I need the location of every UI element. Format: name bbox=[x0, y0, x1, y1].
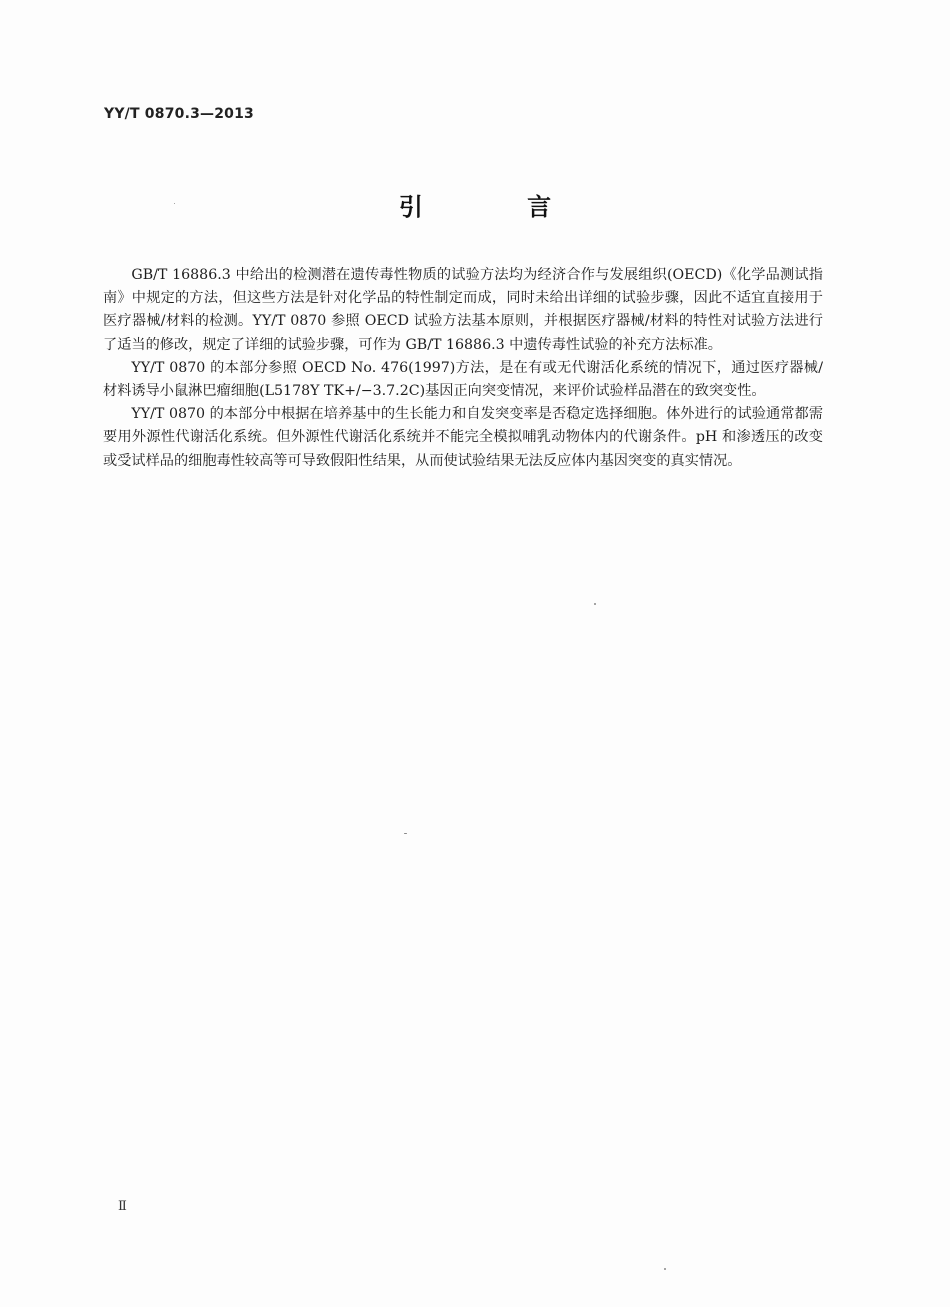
scan-speck bbox=[664, 1268, 666, 1270]
scan-speck bbox=[404, 833, 407, 834]
paragraph: YY/T 0870 的本部分参照 OECD No. 476(1997)方法，是在有或无代谢活化系统的情况下，通过医疗器械/材料诱导小鼠淋巴瘤细胞(L5178Y TK+/−3.7.2C)基因正向突变情况，来评价试验样品潜在的致突变性。 bbox=[103, 359, 823, 400]
section-title: 引 言 bbox=[398, 193, 600, 221]
paragraph: GB/T 16886.3 中给出的检测潜在遗传毒性物质的试验方法均为经济合作与发展组织(OECD)《化学品测试指南》中规定的方法，但这些方法是针对化学品的特性制定而成，同时未给出详细的试验步骤，因此不适宜直接用于医疗器械/材料的检测。YY/T 0870 参照 OECD 试验方法基本原则，并根据医疗器械/材料的特性对试验方法进行了适当的修改，规定了详细的试验步骤，可作为 GB/T 16886.3 中遗传毒性试验的补充方法标准。 bbox=[103, 267, 823, 353]
page-number: Ⅱ bbox=[118, 1199, 127, 1214]
standard-number: YY/T 0870.3—2013 bbox=[104, 106, 255, 122]
body-text bbox=[103, 264, 823, 473]
paragraph: YY/T 0870 的本部分中根据在培养基中的生长能力和自发突变率是否稳定选择细胞。体外进行的试验通常都需要用外源性代谢活化系统。但外源性代谢活化系统并不能完全模拟哺乳动物体内的代谢条件。pH 和渗透压的改变或受试样品的细胞毒性较高等可导致假阳性结果，从而使试验结果无法反应体内基因突变的真实情况。 bbox=[103, 406, 823, 469]
scan-speck bbox=[174, 203, 175, 204]
scan-speck bbox=[594, 603, 596, 605]
